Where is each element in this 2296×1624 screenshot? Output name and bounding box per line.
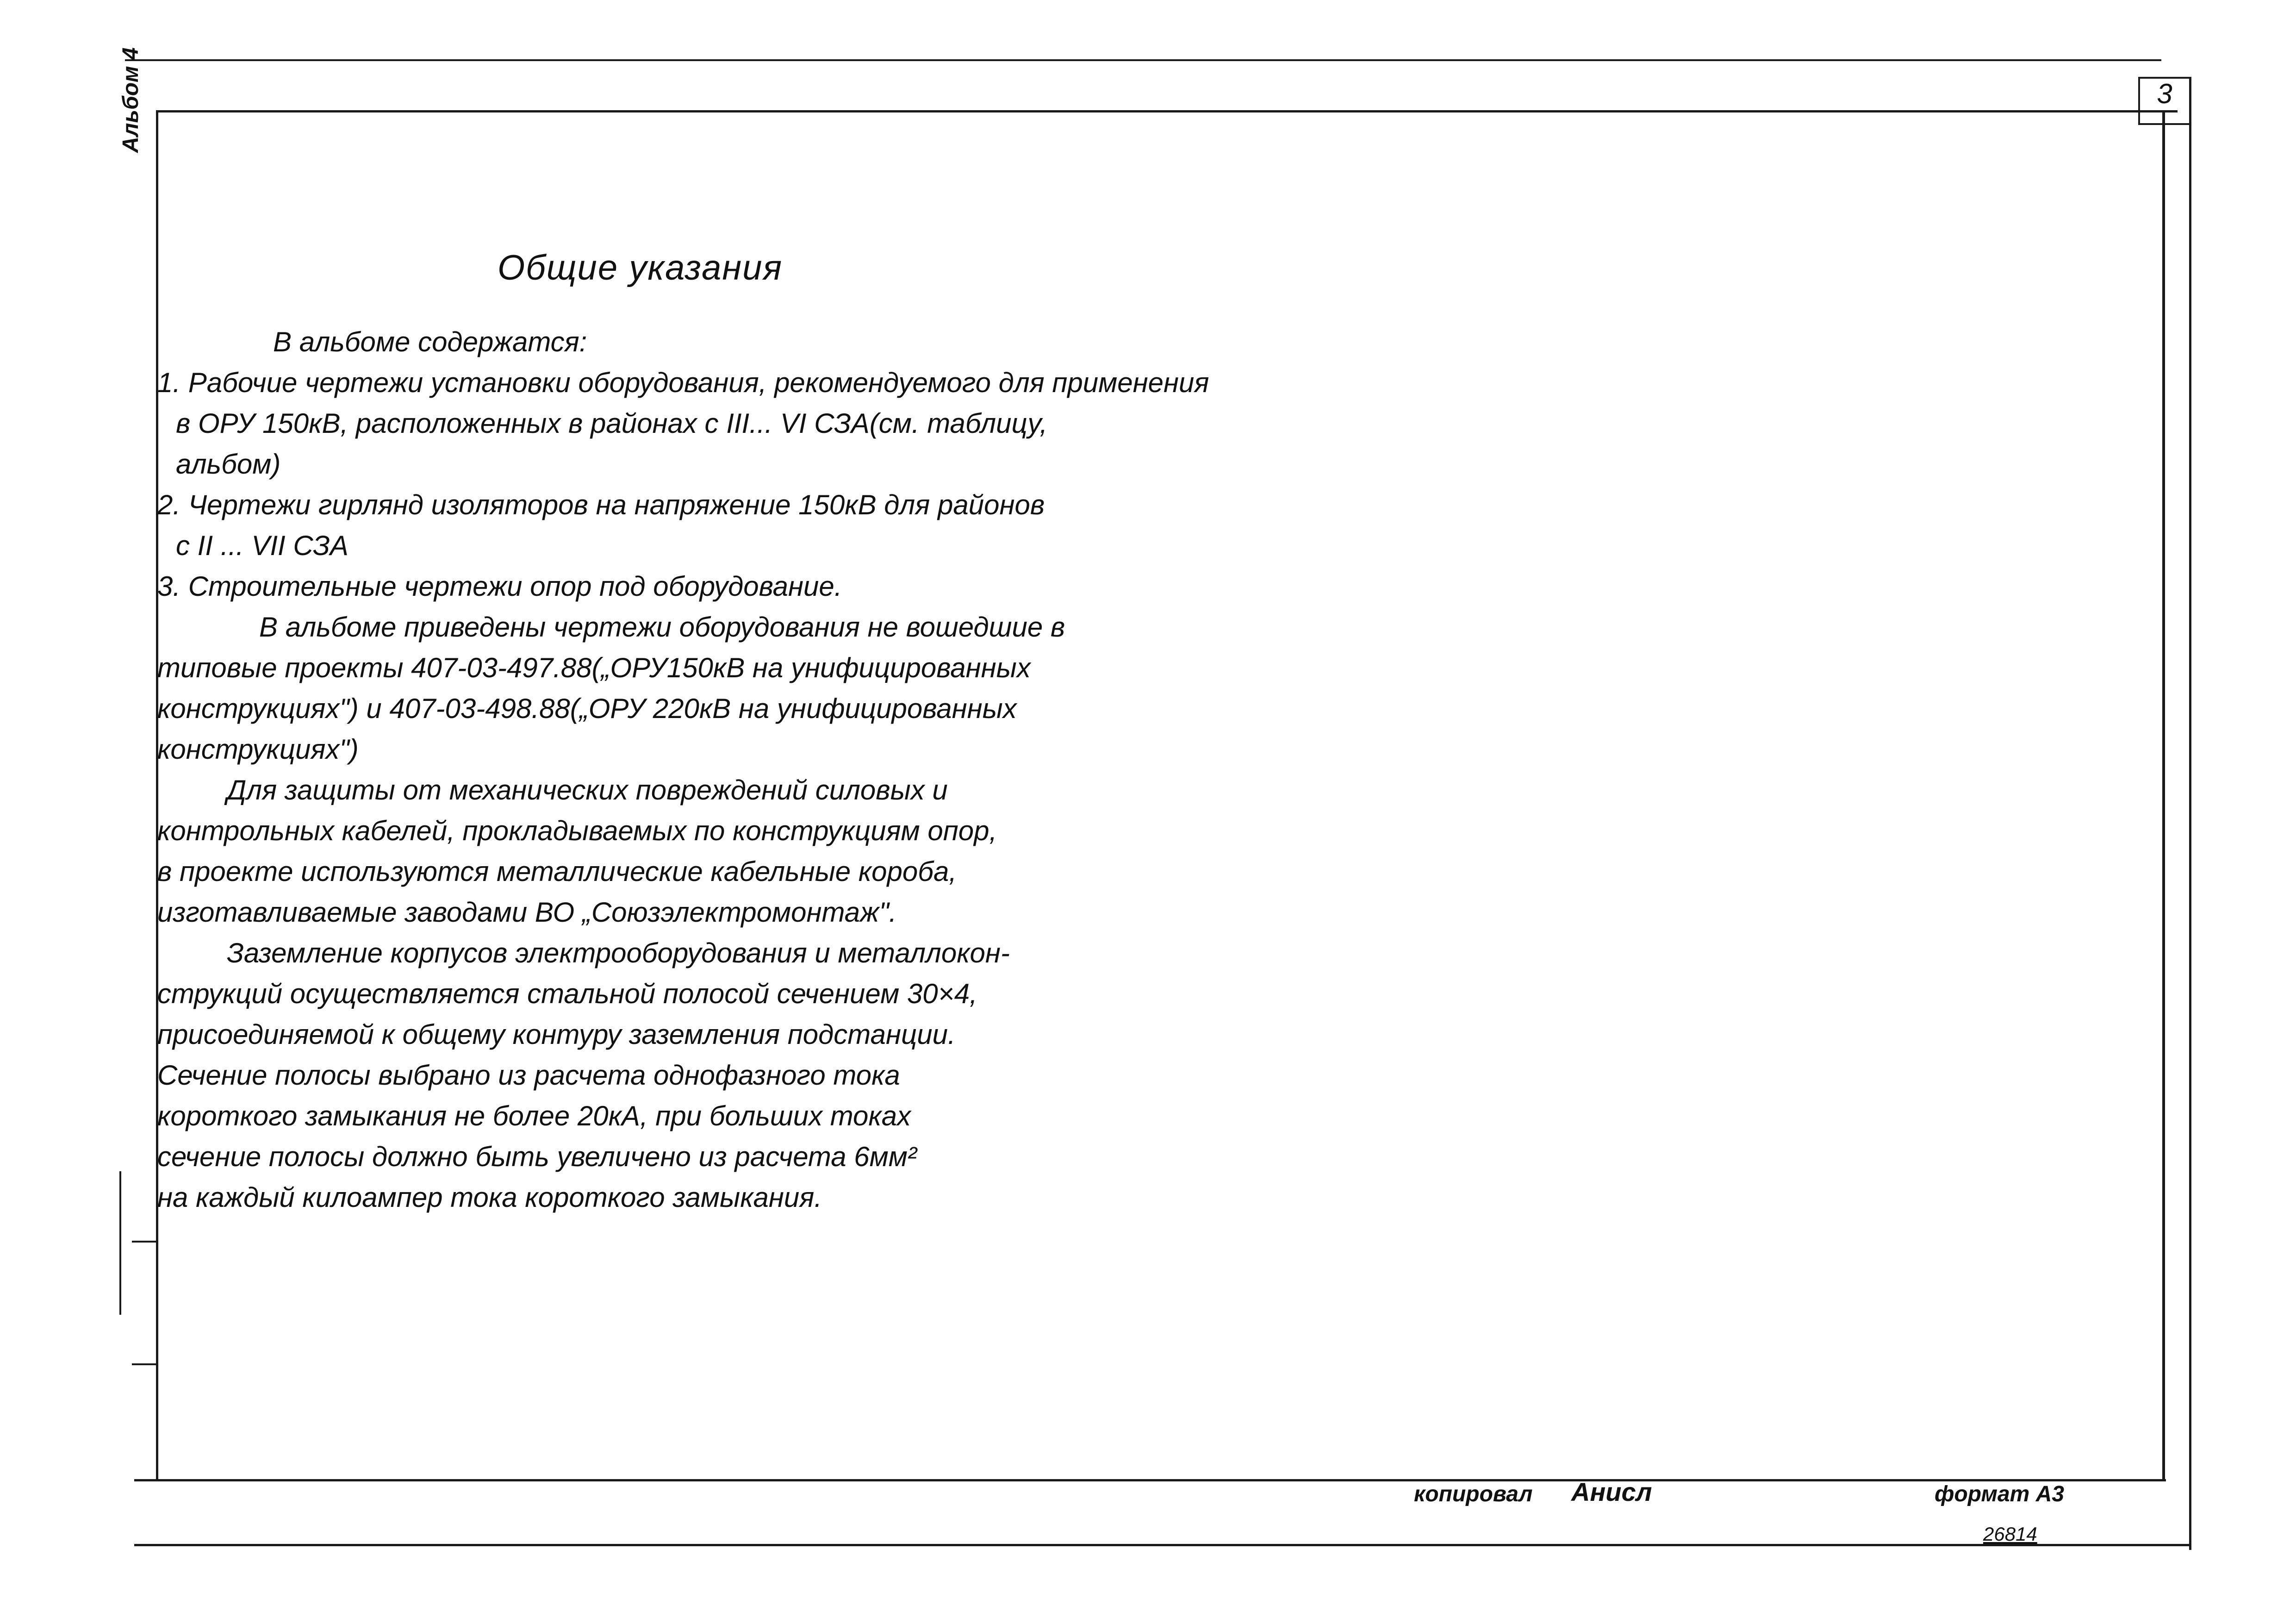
frame-right-outer-line (2189, 78, 2191, 1550)
document-number: 26814 (1983, 1523, 2037, 1545)
format-label: формат А3 (1935, 1482, 2065, 1506)
copied-label: копировал (1414, 1482, 1533, 1506)
text-line: В альбоме содержатся: (273, 326, 587, 357)
text-line: Заземление корпусов электрооборудования и металлокон- (227, 937, 1010, 968)
text-line: в проекте используются металлические кабельные короба, (157, 856, 957, 887)
bottom-outer-line (134, 1544, 2191, 1546)
general-notes-text (157, 322, 1209, 1218)
page-title: Общие указания (498, 248, 783, 287)
frame-top-line (157, 110, 2178, 112)
text-line: альбом) (176, 449, 281, 480)
text-line: изготавливаемые заводами ВО „Союзэлектромонтаж". (157, 897, 897, 928)
text-line: В альбоме приведены чертежи оборудования не вошедшие в (259, 612, 1065, 643)
album-label: Альбом 4 (118, 47, 143, 153)
text-line: 1. Рабочие чертежи установки оборудования, рекомендуемого для применения (157, 367, 1209, 398)
text-line: струкций осуществляется стальной полосой сечением 30×4, (157, 978, 977, 1009)
text-line: 3. Строительные чертежи опор под оборудование. (157, 571, 842, 602)
text-line: конструкциях") (157, 734, 359, 765)
text-line: короткого замыкания не более 20кА, при больших токах (157, 1100, 911, 1131)
frame-bottom-line (134, 1479, 2166, 1481)
page-number: 3 (2157, 78, 2172, 109)
text-line: контрольных кабелей, прокладываемых по конструкциям опор, (157, 815, 997, 846)
text-line: типовые проекты 407-03-497.88(„ОРУ150кВ на унифицированных (157, 652, 1031, 683)
text-line: Для защиты от механических повреждений силовых и (227, 775, 948, 806)
left-margin-tick-1 (132, 1241, 157, 1243)
text-line: Сечение полосы выбрано из расчета однофазного тока (157, 1060, 900, 1091)
copied-by-name: Анисл (1571, 1477, 1652, 1506)
text-line: 2. Чертежи гирлянд изоляторов на напряжение 150кВ для районов (157, 489, 1045, 520)
left-margin-stub-1 (119, 1171, 121, 1315)
text-line: сечение полосы должно быть увеличено из расчета 6мм² (157, 1141, 917, 1172)
text-line: присоединяемой к общему контуру заземления подстанции. (157, 1019, 956, 1050)
left-margin-tick-2 (132, 1363, 157, 1365)
text-line: на каждый килоампер тока короткого замыкания. (157, 1182, 822, 1213)
frame-right-line (2162, 110, 2165, 1480)
text-line: конструкциях") и 407-03-498.88(„ОРУ 220кВ на унифицированных (157, 693, 1017, 724)
text-line: с II ... VII СЗА (176, 530, 348, 561)
text-line: в ОРУ 150кВ, расположенных в районах с III... VI СЗА(см. таблицу, (176, 408, 1048, 439)
top-outer-line (125, 59, 2161, 61)
